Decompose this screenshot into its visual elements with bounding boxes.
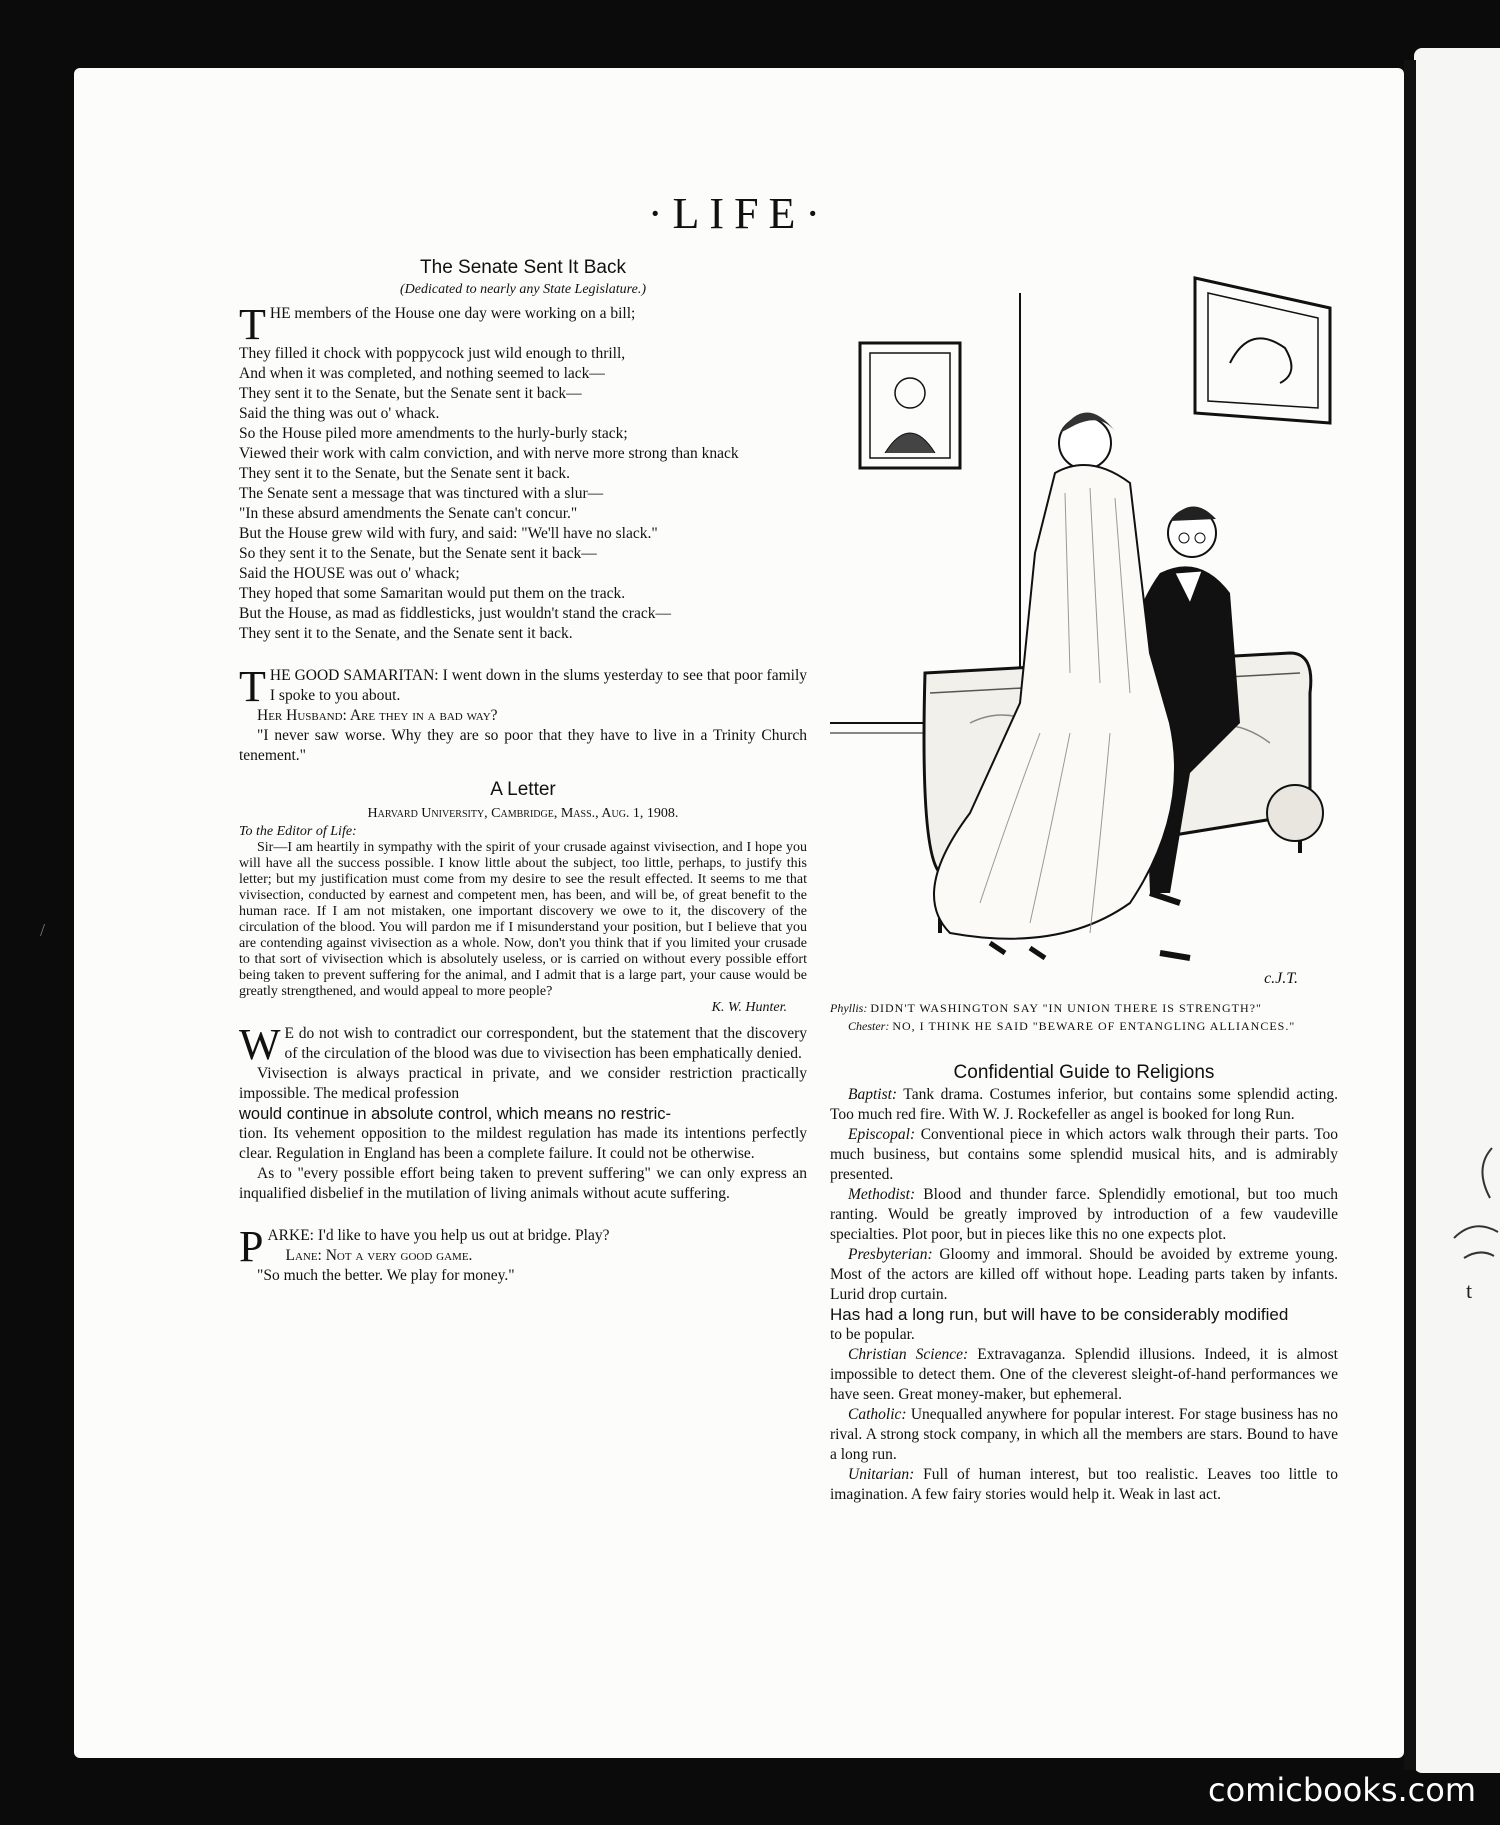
guide-entry-text: to be popular. xyxy=(830,1326,915,1343)
poem-line: The Senate sent a message that was tinctured with a slur— xyxy=(239,485,604,502)
reply-paragraph-2b: would continue in absolute control, which means no restric- xyxy=(239,1105,671,1123)
bridge-line-2: Lane: Not a very good game. xyxy=(285,1247,473,1264)
bridge-line-1: ARKE: I'd like to have you help us out at bridge. Play? xyxy=(267,1227,610,1244)
guide-entry-name: Baptist: xyxy=(848,1086,898,1103)
poem-title: The Senate Sent It Back xyxy=(420,257,626,278)
samaritan-dropcap: T xyxy=(239,662,266,711)
adjacent-page-letter: t xyxy=(1466,1278,1473,1303)
letter-signature: K. W. Hunter. xyxy=(711,1000,787,1015)
caption-phyllis-text: DIDN'T WASHINGTON SAY "IN UNION THERE IS STRENGTH?" xyxy=(870,1001,1262,1015)
samaritan-joke xyxy=(239,662,807,766)
caption-phyllis-name: Phyllis: xyxy=(830,1001,868,1015)
reply-paragraph-3: As to "every possible effort being taken to prevent suffering" we can only express an inqualified disbelief in the mutilation of living animals without acute suffering. xyxy=(239,1165,807,1202)
letter-heading: Harvard University, Cambridge, Mass., Aug. 1, 1908. xyxy=(367,806,679,821)
poem-line: "In these absurd amendments the Senate can't concur." xyxy=(239,505,578,522)
magazine-page xyxy=(74,68,1404,1758)
guide-entry-name: Presbyterian: xyxy=(848,1246,933,1263)
letter-title: A Letter xyxy=(490,779,556,800)
poem-line: And when it was completed, and nothing seemed to lack— xyxy=(239,365,605,382)
poem-dedication: (Dedicated to nearly any State Legislature.) xyxy=(400,282,646,297)
poem-line: They sent it to the Senate, and the Senate sent it back. xyxy=(239,625,573,642)
poem-line: So they sent it to the Senate, but the Senate sent it back— xyxy=(239,545,597,562)
samaritan-line-2: Her Husband: Are they in a bad way? xyxy=(257,707,498,724)
reply-dropcap: W xyxy=(239,1020,281,1069)
letter-salutation: To the Editor of Life: xyxy=(239,824,357,839)
right-column xyxy=(830,253,1338,1505)
poem-first-line: HE members of the House one day were working on a bill; xyxy=(269,305,636,322)
caption-chester-name: Chester: xyxy=(848,1019,890,1033)
page-gutter xyxy=(1404,60,1416,1770)
guide-entry-name: Catholic: xyxy=(848,1406,907,1423)
poem-line: They hoped that some Samaritan would put them on the track. xyxy=(239,585,626,602)
guide-entry-name: Unitarian: xyxy=(848,1466,915,1483)
poem-body xyxy=(239,300,807,644)
bridge-line-3: "So much the better. We play for money." xyxy=(257,1267,515,1284)
poem-line: But the House, as mad as fiddlesticks, just wouldn't stand the crack— xyxy=(239,605,671,622)
poem-line: Viewed their work with calm conviction, and with nerve more strong than knack xyxy=(239,445,739,462)
bridge-joke xyxy=(239,1222,807,1286)
guide-entry-name: Methodist: xyxy=(848,1186,916,1203)
reply-paragraph-2a: Vivisection is always practical in private, and we consider restriction practically impossible. The medical profession xyxy=(239,1065,807,1102)
guide-entry-text: Blood and thunder farce. Splendidly emotional, but too much ranting. Would be greatly improved by introduction of a few vaudeville specialties. Plot poor, but in pieces like this no one expects plot. xyxy=(830,1186,1338,1243)
letter-body: Sir—I am heartily in sympathy with the spirit of your crusade against vivisection, and I hope you will have all the success possible. I know little about the subject, too little, perhaps, to justify this letter; but my justification must come from my desire to see the result effected. It seems to me that vivisection, conducted by earnest and competent men, has been, and will be, of great benefit to the human race. If I am not mistaken, one important discovery we owe to it, the discovery of the circulation of the blood. You will pardon me if I misunderstand your position, but I believe that you are contending against vivisection as a whole. Now, don't you think that if you limited your crusade to that sort of vivisection which is absolutely useless, or is carried on without every possible effort being taken to prevent suffering for the animal, and I admit that is a large part, your cause would be greatly strengthened, and would appeal to more people? xyxy=(239,840,807,999)
bridge-dropcap: P xyxy=(239,1222,264,1271)
letter-section xyxy=(239,780,807,1204)
left-column xyxy=(239,258,807,1286)
poem-line: So the House piled more amendments to the hurly-burly stack; xyxy=(239,425,628,442)
poem-line: But the House grew wild with fury, and said: "We'll have no slack." xyxy=(239,525,658,542)
adjacent-page-drawing xyxy=(1444,1128,1500,1278)
poem-line: They sent it to the Senate, but the Senate sent it back— xyxy=(239,385,582,402)
cartoon-caption xyxy=(830,999,1338,1035)
cartoon-drawing xyxy=(830,253,1338,993)
scan-edge-mark: / xyxy=(40,920,46,940)
adjacent-page-edge xyxy=(1414,48,1500,1773)
poem-line: They sent it to the Senate, but the Senate sent it back. xyxy=(239,465,571,482)
masthead: ·LIFE· xyxy=(647,189,831,238)
guide-entry-text: Gloomy and immoral. Should be avoided by extreme young. Most of the actors are killed off without hope. Leading parts taken by infants. Lurid drop curtain. xyxy=(830,1246,1338,1303)
editor-reply xyxy=(239,1020,807,1204)
poem-line: They filled it chock with poppycock just wild enough to thrill, xyxy=(239,345,626,362)
guide-entry-text: Has had a long run, but will have to be considerably modified xyxy=(830,1305,1289,1324)
cartoon-illustration xyxy=(830,253,1338,993)
guide-entry-text: Tank drama. Costumes inferior, but contains some splendid acting. Too much red fire. With W. J. Rockefeller as angel is booked for long Run. xyxy=(830,1086,1338,1123)
samaritan-line-1: HE GOOD SAMARITAN: I went down in the slums yesterday to see that poor family I spoke to you about. xyxy=(269,667,807,704)
guide-entry-text: Conventional piece in which actors walk through their parts. Too much business, but contains some splendid musical hits, and is admirably presented. xyxy=(830,1126,1338,1183)
poem-line: Said the HOUSE was out o' whack; xyxy=(239,565,460,582)
caption-chester-text: NO, I THINK HE SAID "BEWARE OF ENTANGLING ALLIANCES." xyxy=(892,1019,1296,1033)
poem-line: Said the thing was out o' whack. xyxy=(239,405,440,422)
guide-entry-name: Episcopal: xyxy=(848,1126,916,1143)
guide-entry-text: Unequalled anywhere for popular interest. For stage business has no rival. A strong stock company, in which all the members are stars. Bound to have a long run. xyxy=(830,1406,1338,1463)
guide-entry-text: Full of human interest, but too realistic. Leaves too little to imagination. A few fairy stories would help it. Weak in last act. xyxy=(830,1466,1338,1503)
guide-title: Confidential Guide to Religions xyxy=(953,1062,1215,1083)
reply-paragraph-1: E do not wish to contradict our correspondent, but the statement that the discovery of the circulation of the blood was due to vivisection has been emphatically denied. xyxy=(284,1025,807,1062)
reply-paragraph-2c: tion. Its vehement opposition to the mildest regulation has made its intentions perfectly clear. Regulation in England has been a complete failure. It could not be otherwise. xyxy=(239,1125,807,1162)
letter-body-wrap xyxy=(239,824,807,1016)
poem-dropcap: T xyxy=(239,300,266,349)
samaritan-line-3: "I never saw worse. Why they are so poor that they have to live in a Trinity Church tenement." xyxy=(239,727,807,764)
guide-entry-name: Christian Science: xyxy=(848,1346,969,1363)
guide-entry-text: Extravaganza. Splendid illusions. Indeed, it is almost impossible to detect them. One of the cleverest sleight-of-hand performances we have seen. Great money-maker, but ephemeral. xyxy=(830,1346,1338,1403)
religion-guide xyxy=(830,1063,1338,1505)
artist-signature: c.J.T. xyxy=(1264,970,1298,987)
site-watermark: comicbooks.com xyxy=(1207,1771,1476,1809)
